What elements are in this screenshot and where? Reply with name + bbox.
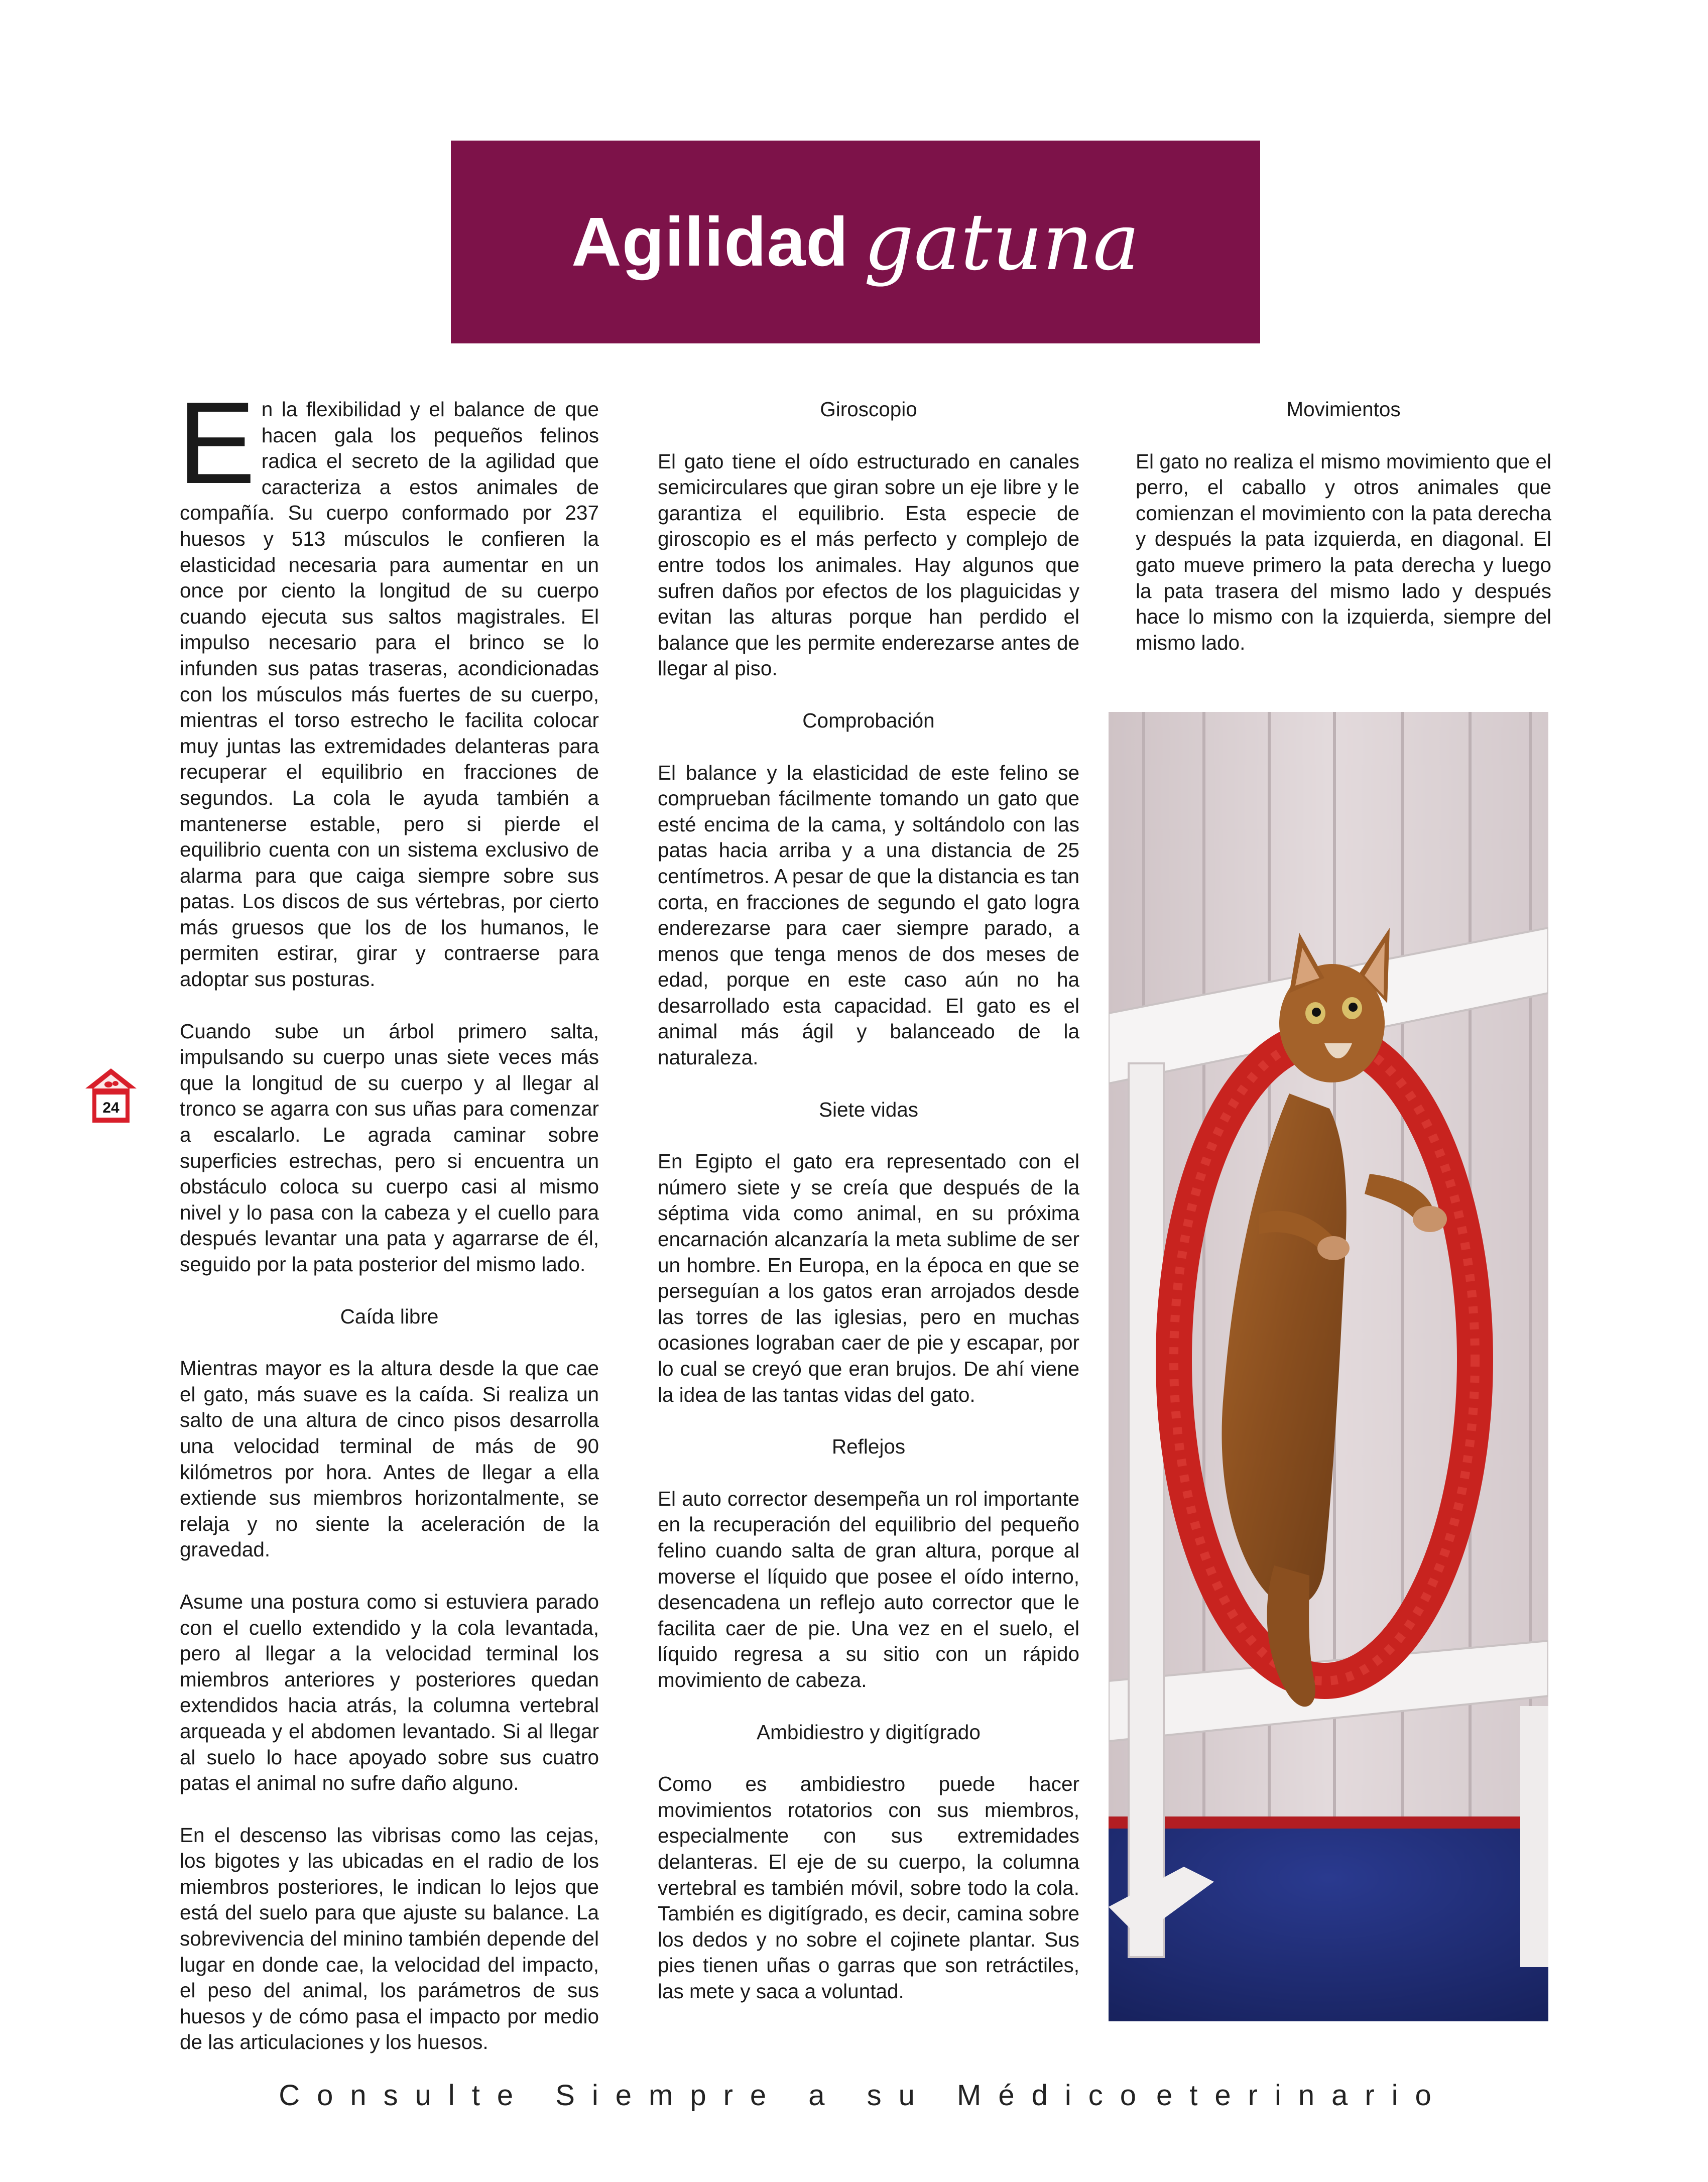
paragraph-reflejos: El auto corrector desempeña un rol importante en la recuperación del equilibrio del pequeño felino cuando salta de gran altura, porque al moverse el líquido que posee el oído interno, desencadena un reflejo auto corrector que le facilita caer de pie. Una vez en el suelo, el líquido regresa a su sitio con un rápido movimiento de cabeza. — [658, 1487, 1079, 1691]
footer-text-end: eterinario — [1156, 2079, 1448, 2112]
paragraph-caida-1: Mientras mayor es la altura desde la que cae el gato, más suave es la caída. Si realiza un salto de una altura de cinco pisos desarrolla una velocidad terminal de más de 90 kilómetros por hora. Antes de llegar a ella extiende sus miembros horizontalmente, se relaja y no siente la aceleración de la gravedad. — [180, 1357, 599, 1561]
cat-agility-photo — [1109, 712, 1548, 2021]
heading-ambidiestro: Ambidiestro y digitígrado — [757, 1720, 981, 1744]
paragraph-siete-vidas: En Egipto el gato era representado con el número siete y se creía que después de la séptima vida como animal, en su próxima encarnación alcanzaría la meta sublime de ser un hombre. En Europa, en la época en que se perseguían a los gatos eran arrojados desde las torres de las iglesias, pero en muchas ocasiones lograban caer de pie y escapar, por lo cual se creyó que eran brujos. De ahí viene la idea de las tantas vidas del gato. — [658, 1150, 1079, 1406]
left-column — [178, 378, 599, 2082]
heading-reflejos: Reflejos — [831, 1435, 906, 1459]
heading-caida-libre: Caída libre — [340, 1304, 439, 1328]
heading-comprobacion: Comprobación — [802, 708, 935, 732]
title-script: gatuna — [864, 196, 1140, 288]
middle-column — [658, 397, 1079, 2030]
title-banner — [451, 141, 1260, 343]
drop-cap: E — [178, 378, 256, 508]
paragraph-comprobacion: El balance y la elasticidad de este felino se comprueban fácilmente tomando un gato que esté encima de la cama, y soltándolo con las patas hacia arriba y a una distancia de 25 centímetros. A pesar de que la distancia es tan corta, en fracciones de segundo el gato logra enderezarse para caer siempre parado, a menos que tenga menos de dos meses de edad, porque en este caso aún no ha desarrollado esta capacidad. El gato es el animal más ágil y balanceado de la naturaleza. — [658, 761, 1079, 1069]
footer-text-start: Consulte Siempre a su Médico — [279, 2079, 1154, 2112]
paragraph-caida-3: En el descenso las vibrisas como las cejas, los bigotes y las ubicadas en el radio de los miembros posteriores, le indican lo lejos que está del suelo para que ajuste su balance. La sobrevivencia del minino también depende del lugar en donde cae, la velocidad del impacto, el peso del animal, los parámetros de sus huesos y de cómo pasa el impacto por medio de las articulaciones y los huesos. — [180, 1823, 599, 2054]
footer-tagline — [281, 2073, 1446, 2118]
heading-giroscopio: Giroscopio — [820, 398, 917, 421]
page-number: 24 — [102, 1100, 119, 1116]
paragraph-movimientos: El gato no realiza el mismo movimiento que el perro, el caballo y otros animales que comienzan el movimiento con la pata derecha y después la pata izquierda, en diagonal. El gato mueve primero la pata derecha y luego la pata trasera del mismo lado y después hace lo mismo con la izquierda, siempre del mismo lado. — [1136, 449, 1551, 654]
heading-siete-vidas: Siete vidas — [818, 1098, 919, 1121]
intro-text: n la flexibilidad y el balance de que hacen gala los pequeños felinos radica el secreto de la agilidad que caracteriza a estos animales de compañía. Su cuerpo conformado por 237 huesos y 513 músculos le confieren la elasticidad necesaria para aumentar en un once por ciento la longitud de su cuerpo cuando ejecuta sus saltos magistrales. El impulso necesario para el brinco se lo infunden sus patas traseras, acondicionadas con los músculos más fuertes de su cuerpo, mientras el torso estrecho le facilita colocar muy juntas las extremidades delanteras para recuperar el equilibrio en fracciones de segundos. La cola le ayuda también a mantenerse estable, pero si pierde el equilibrio cuenta con un sistema exclusivo de alarma para que caiga siempre sobre sus patas. Los discos de sus vértebras, por cierto más gruesos que los de los humanos, le permiten estirar, girar y contraerse para adoptar sus posturas. — [180, 398, 599, 991]
paragraph-arbol: Cuando sube un árbol primero salta, impulsando su cuerpo unas siete veces más que la longitud de su cuerpo y al llegar al tronco se agarra con sus uñas para comenzar a escalarlo. Le agrada caminar sobre superficies estrechas, pero si encuentra un obstáculo coloca su cuerpo casi al mismo nivel y lo pasa con la cabeza y el cuello para después levantar una pata y agarrarse de él, seguido por la pata posterior del mismo lado. — [180, 1019, 599, 1276]
paragraph-caida-2: Asume una postura como si estuviera parado con el cuello extendido y la cola levantada, pero al llegar a la velocidad terminal los miembros anteriores y posteriores quedan extendidos hacia atrás, la columna vertebral arqueada y el abdomen levantado. Si al llegar al suelo lo hace apoyado sobre sus cuatro patas el animal no sufre daño alguno. — [180, 1590, 599, 1795]
heading-movimientos: Movimientos — [1286, 398, 1401, 421]
paragraph-giroscopio: El gato tiene el oído estructurado en canales semicirculares que giran sobre un eje libre y le garantiza el equilibrio. Esta especie de giroscopio es el más perfecto y complejo de entre todos los animales. Hay algunos que sufren daños por efectos de los plaguicidas y evitan las alturas porque han perdido el balance que les permite enderezarse antes de llegar al piso. — [658, 449, 1079, 680]
title-strong: Agilidad — [571, 203, 849, 281]
right-column — [1136, 397, 1551, 682]
paragraph-ambidiestro: Como es ambidiestro puede hacer movimientos rotatorios con sus miembros, especialmente con sus extremidades delanteras. El eje de su cuerpo, la columna vertebral es también móvil, sobre todo la cola. También es digitígrado, es decir, camina sobre los dedos y no sobre el cojinete plantar. Sus pies tienen uñas o garras que son retráctiles, las mete y saca a voluntad. — [658, 1772, 1079, 2003]
intro-paragraph — [178, 378, 599, 993]
